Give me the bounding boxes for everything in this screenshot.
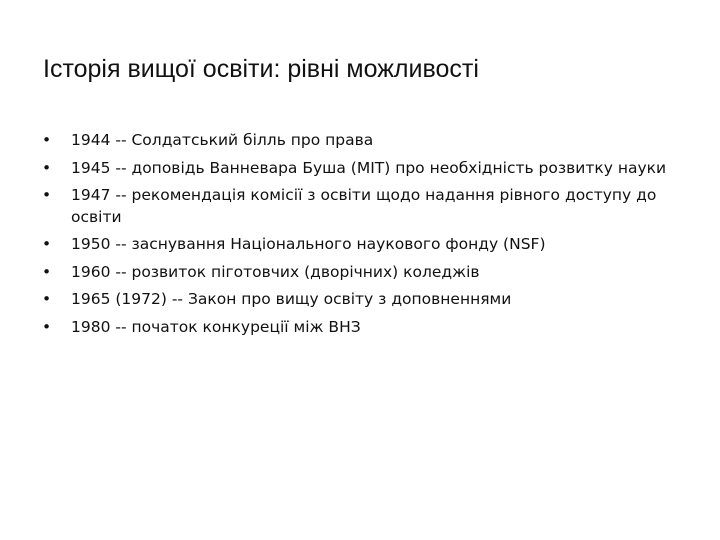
- bullet-text: 1965 (1972) -- Закон про вищу освіту з доповненнями: [71, 290, 512, 308]
- bullet-dot-icon: •: [42, 235, 52, 253]
- bullet-dot-icon: •: [42, 158, 52, 177]
- bullet-dot-icon: •: [42, 262, 52, 281]
- bullet-item: [0, 185, 671, 228]
- bullet-text: 1950 -- заснування Національного наукового фонду (NSF): [71, 235, 546, 253]
- bullet-item: [0, 234, 671, 256]
- bullet-dot-icon: •: [42, 131, 52, 149]
- bullet-item: [0, 158, 671, 180]
- bullet-text: 1947 -- рекомендація комісії з освіти щодо надання рівного доступу до освіти: [71, 186, 657, 226]
- bullet-text: 1960 -- розвиток піготовчих (дворічних) коледжів: [71, 262, 480, 281]
- bullet-text: 1980 -- початок конкуреції між ВНЗ: [71, 317, 361, 336]
- bullet-item: [0, 262, 671, 284]
- bullet-text: 1944 -- Солдатський білль про права: [71, 131, 374, 149]
- bullet-list: [0, 130, 720, 344]
- bullet-dot-icon: •: [42, 317, 52, 336]
- bullet-dot-icon: •: [42, 290, 52, 308]
- bullet-item: [0, 130, 671, 152]
- bullet-item: [0, 317, 671, 339]
- bullet-text: 1945 -- доповідь Ванневара Буша (MIT) про необхідність розвитку науки: [71, 158, 667, 177]
- bullet-item: [0, 289, 671, 311]
- bullet-dot-icon: •: [42, 186, 52, 204]
- slide-title: Історія вищої освіти: рівні можливості: [43, 55, 479, 83]
